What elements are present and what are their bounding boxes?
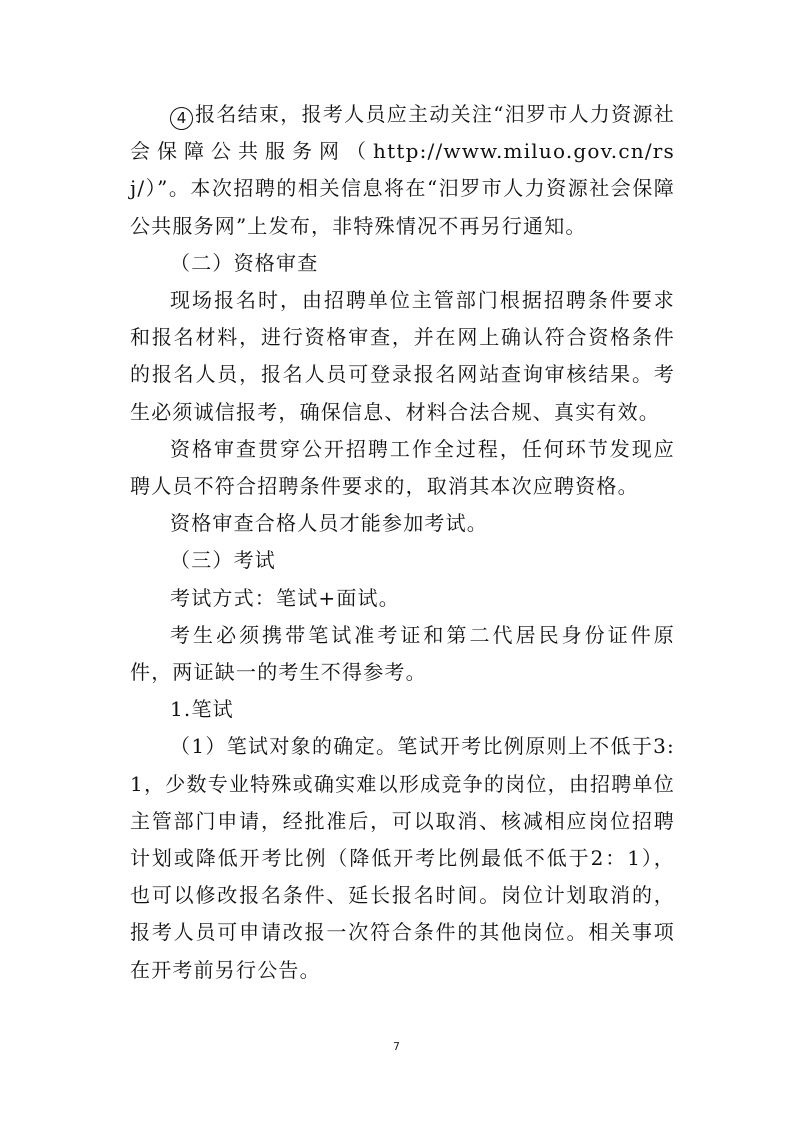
paragraph-exam-method: 考试方式：笔试+面试。 [170,585,400,610]
section-heading-qualification-review: （二）资格审查 [170,250,319,275]
page-number: 7 [393,1040,400,1053]
document-body [130,96,675,989]
paragraph-qualified-exam: 资格审查合格人员才能参加考试。 [170,511,488,536]
paragraph-id-required: 考生必须携带笔试准考证和第二代居民身份证件原件，两证缺一的考生不得参考。 [130,622,675,685]
paragraph-registration-end [130,96,675,245]
subheading-written-exam: 1.笔试 [170,697,234,722]
paragraph-written-exam-ratio: （1）笔试对象的确定。笔试开考比例原则上不低于3:1，少数专业特殊或确实难以形成竞争的岗位，由招聘单位主管部门申请，经批准后，可以取消、核减相应岗位招聘计划或降低开考比例（降低开考比例最低不低于2：1），也可以修改报名条件、延长报名时间。岗位计划取消的，报考人员可申请改报一次符合条件的其他岗位。相关事项在开考前另行公告。 [130,734,675,982]
section-heading-exam: （三）考试 [170,548,276,573]
paragraph-review-throughout: 资格审查贯穿公开招聘工作全过程，任何环节发现应聘人员不符合招聘条件要求的，取消其本次应聘资格。 [130,436,675,499]
circled-number-four: 4 [170,107,193,130]
paragraph-onsite-review: 现场报名时，由招聘单位主管部门根据招聘条件要求和报名材料，进行资格审查，并在网上确认符合资格条件的报名人员，报名人员可登录报名网站查询审核结果。考生必须诚信报考，确保信息、材料合法合规、真实有效。 [130,288,675,424]
paragraph-text: 报名结束，报考人员应主动关注“汨罗市人力资源社会保障公共服务网（http://www.miluo.gov.cn/rsj/）”。本次招聘的相关信息将在“汨罗市人力资源社会保障公共服务网”上发布，非特殊情况不再另行通知。 [130,102,675,238]
